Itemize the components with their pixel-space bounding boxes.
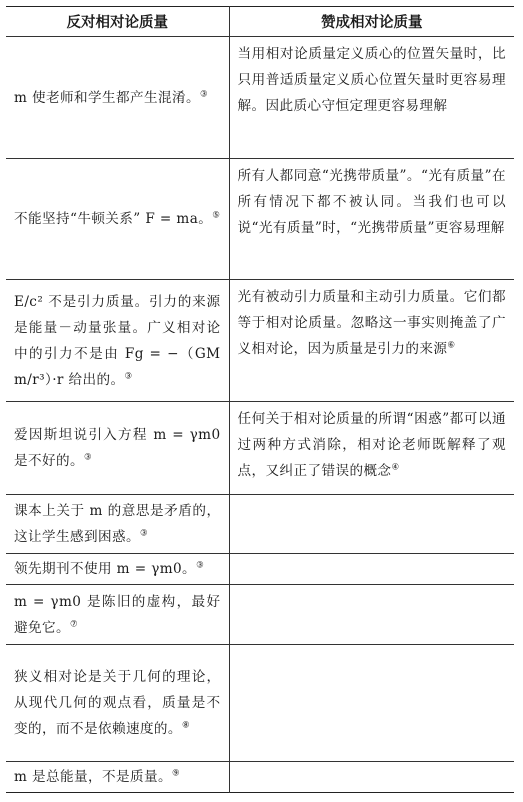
argument-against [6,280,229,402]
argument-text: 任何关于相对论质量的所谓“困惑”都可以通过两种方式消除，相对论老师既解释了观点，又纠正了错误的概念 [237,411,506,479]
table-row [6,554,514,585]
argument-for [229,37,514,159]
argument-against [6,645,229,762]
header-row [6,7,514,37]
citation-marker: ③ [199,88,208,99]
argument-against [6,762,229,793]
argument-text: 不能坚持“牛顿关系” F = ma。 [14,211,213,227]
argument-against [6,585,229,645]
table-row [6,585,514,645]
argument-against [6,554,229,585]
argument-text: 爱因斯坦说引入方程 m = γm0 是不好的。 [14,427,221,469]
argument-for-empty [229,585,514,645]
citation-marker: ③ [83,452,92,463]
table-row [6,280,514,402]
comparison-table [6,6,514,793]
argument-text: 所有人都同意“光携带质量”。“光有质量”在所有情况下都不被认同。当我们也可以说“光有质量”时，“光携带质量”更容易理解 [237,168,506,236]
header-for: 赞成相对论质量 [229,7,514,37]
citation-marker: ④ [391,462,400,473]
argument-against [6,159,229,280]
argument-for [229,280,514,402]
argument-for-empty [229,554,514,585]
argument-against [6,402,229,495]
citation-marker: ⑨ [171,768,180,779]
argument-for-empty [229,762,514,793]
argument-text: 光有被动引力质量和主动引力质量。它们都等于相对论质量。忽略这一事实则掩盖了广义相对论，因为质量是引力的来源 [237,289,506,357]
citation-marker: ③ [139,528,148,539]
table-row [6,645,514,762]
argument-against [6,495,229,554]
table-row [6,402,514,495]
argument-text: 狭义相对论是关于几何的理论，从现代几何的观点看，质量是不变的，而不是依赖速度的。 [14,669,221,737]
argument-for-empty [229,645,514,762]
citation-marker: ⑤ [212,210,221,221]
argument-for [229,159,514,280]
argument-text: 领先期刊不使用 m = γm0。 [14,561,197,577]
table-row [6,37,514,159]
table-row [6,762,514,793]
table-row [6,159,514,280]
argument-text: m 使老师和学生都产生混淆。 [14,89,200,106]
argument-text: 课本上关于 m 的意思是矛盾的，这让学生感到困惑。 [14,503,221,545]
citation-marker: ⑦ [69,618,79,629]
argument-text: E/c² 不是引力质量。引力的来源是能量－动量张量。广义相对论中的引力不是由 Fg = −（GMm/r³）·r 给出的。 [14,293,221,388]
citation-marker: ③ [196,560,205,571]
argument-text: m = γm0 是陈旧的虚构，最好避免它。 [14,593,221,636]
citation-marker: ③ [124,370,133,381]
citation-marker: ⑧ [181,720,190,731]
citation-marker: ⑥ [447,340,456,351]
table-row [6,495,514,554]
argument-text: m 是总能量，不是质量。 [14,769,172,785]
argument-for [229,402,514,495]
argument-for-empty [229,495,514,554]
header-against: 反对相对论质量 [6,7,229,37]
argument-against [6,37,229,159]
argument-text: 当用相对论质量定义质心的位置矢量时，比只用普适质量定义质心位置矢量时更容易理解。因此质心守恒定理更容易理解 [237,46,506,114]
